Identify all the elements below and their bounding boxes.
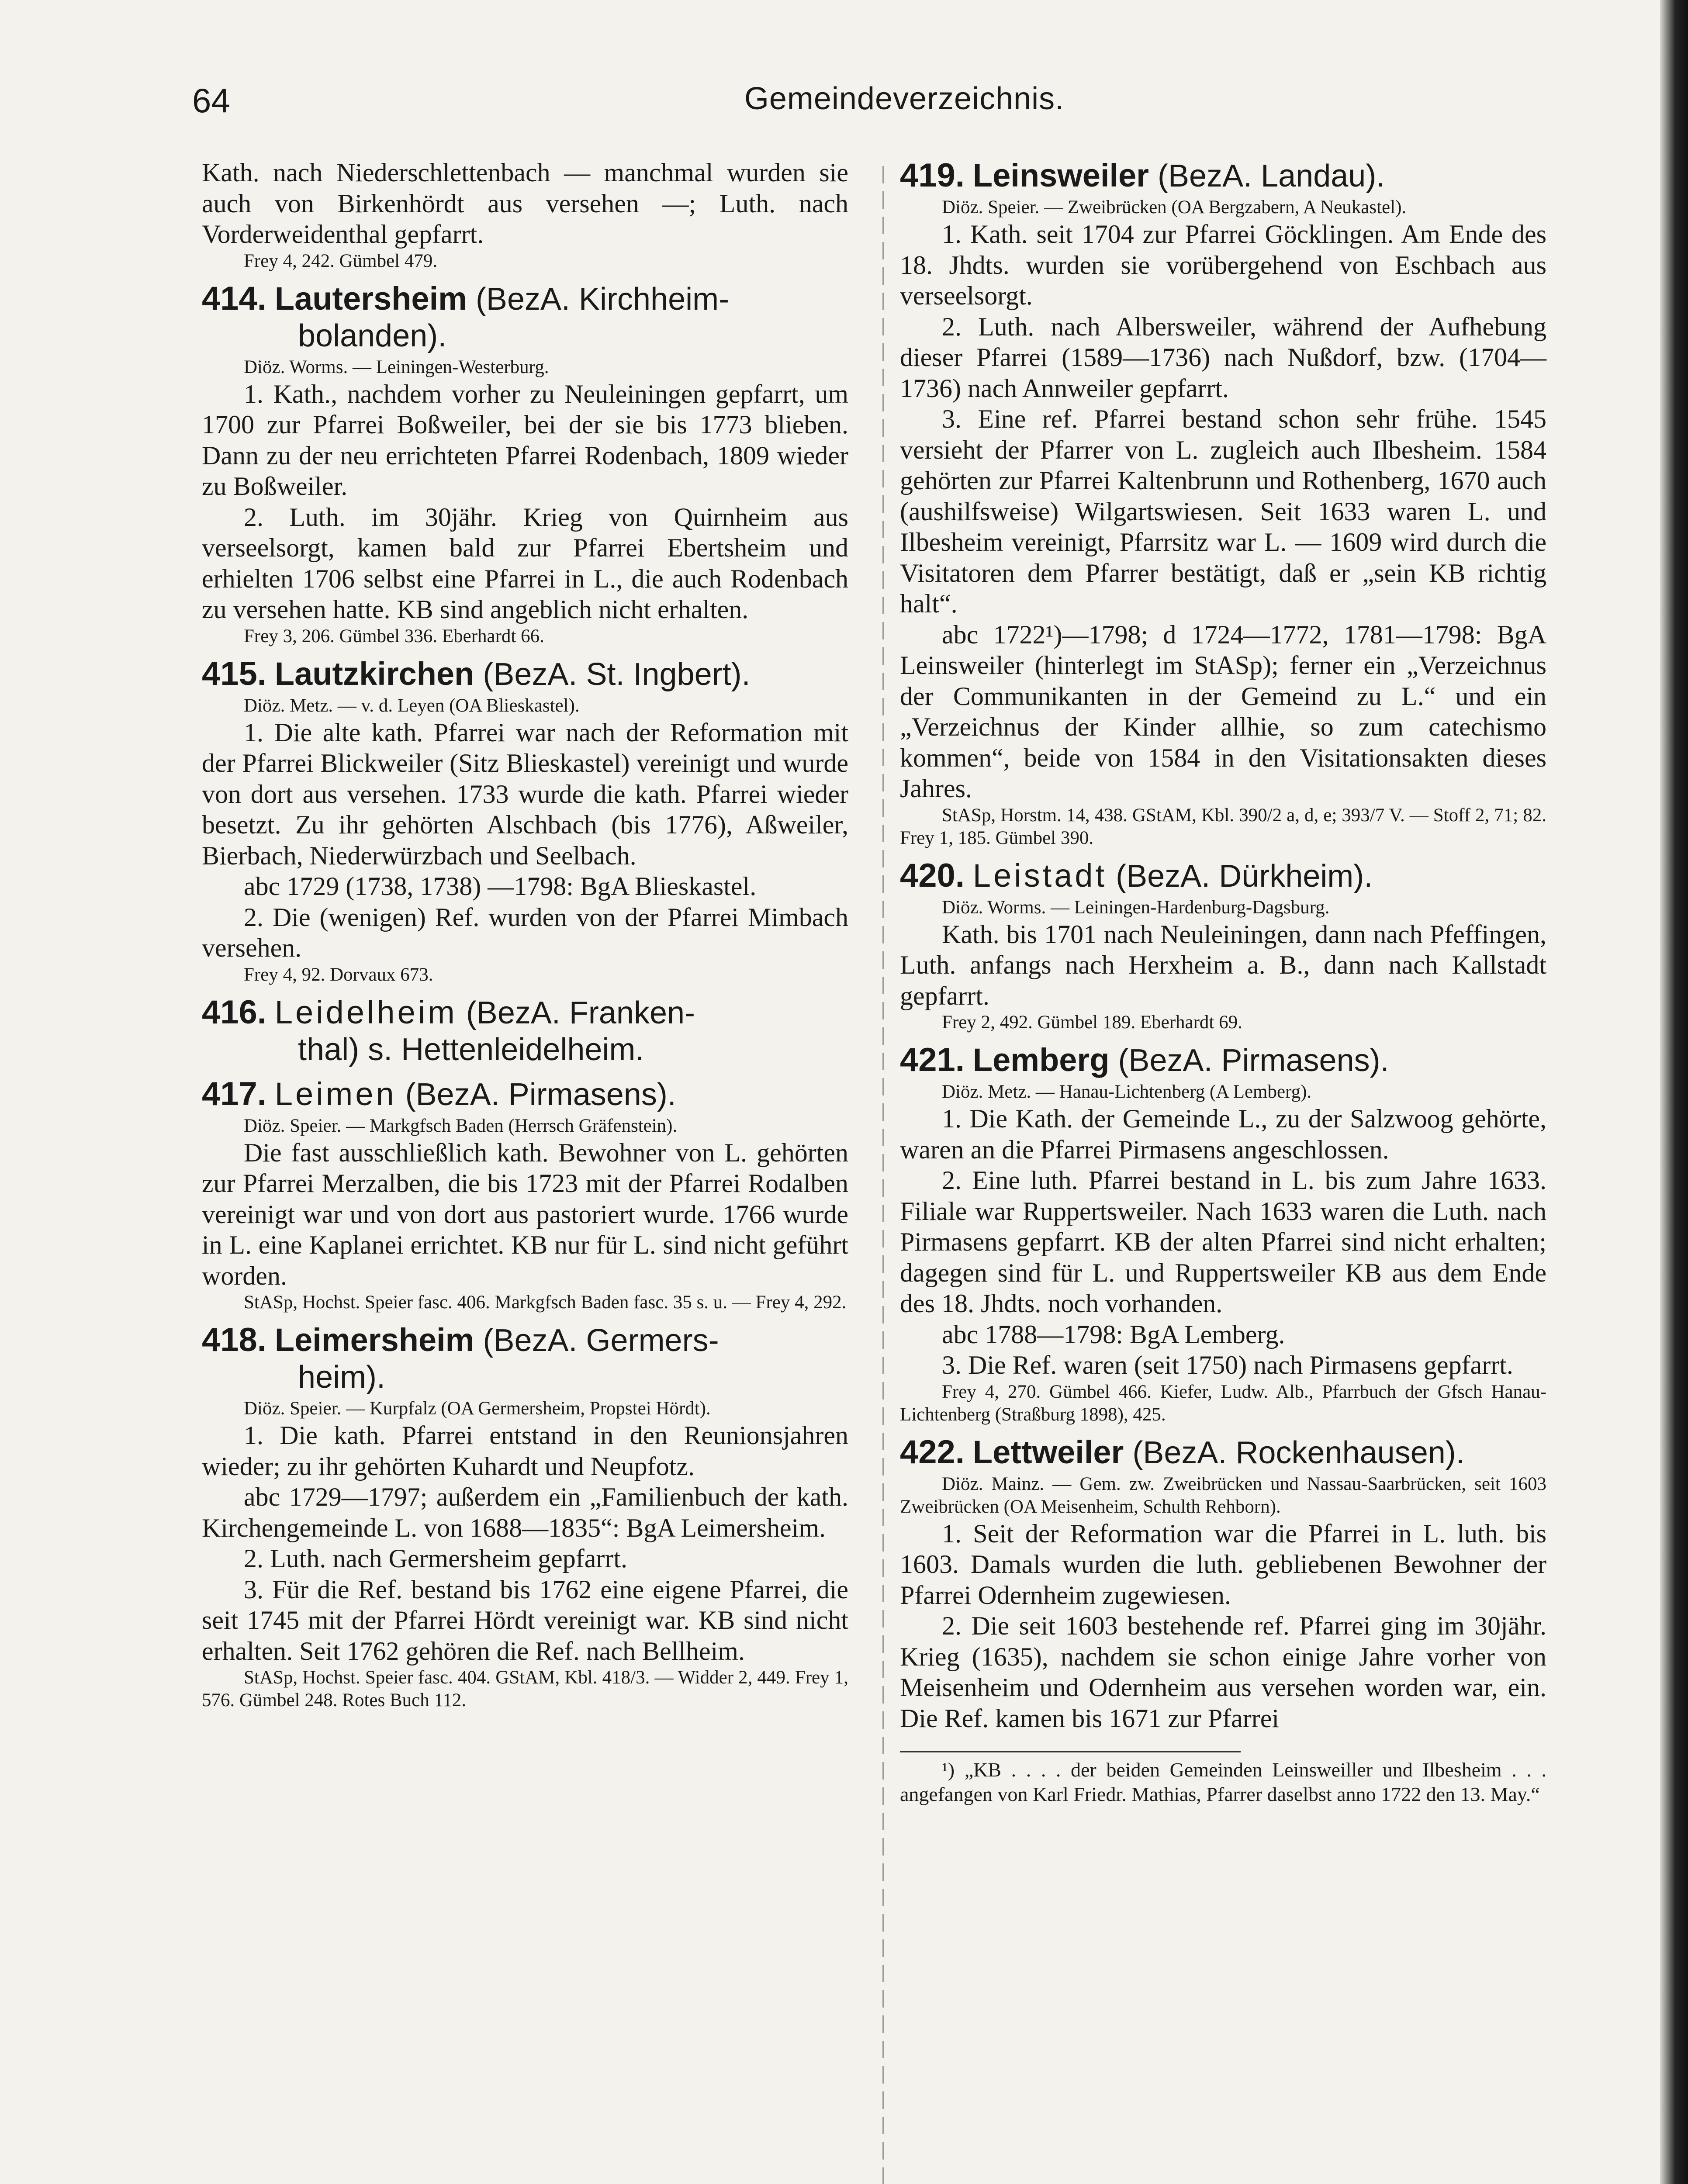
entry-district-cont: heim). xyxy=(298,1360,386,1395)
entry-references: Frey 4, 270. Gümbel 466. Kiefer, Ludw. Alb., Pfarrbuch der Gfsch Hanau-Lichtenberg (Straßburg 1898), 425. xyxy=(900,1381,1546,1425)
entry-number: 422. xyxy=(900,1433,965,1471)
entry-paragraph: abc 1729—1797; außerdem ein „Familienbuch der kath. Kirchengemeinde L. von 1688—1835“: BgA Leimersheim. xyxy=(202,1482,848,1542)
entry-paragraph: 3. Die Ref. waren (seit 1750) nach Pirmasens gepfarrt. xyxy=(942,1351,1513,1379)
entry-heading-414 xyxy=(202,280,848,354)
scan-edge-right xyxy=(1660,0,1688,2184)
entry-heading-419 xyxy=(900,157,1546,194)
entry-heading-416 xyxy=(202,994,848,1068)
entry-paragraph: abc 1788—1798: BgA Lemberg. xyxy=(942,1320,1285,1349)
entry-paragraph: abc 1729 (1738, 1738) —1798: BgA Blieskastel. xyxy=(244,872,757,901)
entry-references: StASp, Hochst. Speier fasc. 404. GStAM, Kbl. 418/3. — Widder 2, 449. Frey 1, 576. Gümbel 248. Rotes Buch 112. xyxy=(202,1667,848,1711)
entry-paragraph: 1. Kath. seit 1704 zur Pfarrei Göcklingen. Am Ende des 18. Jhdts. wurden sie vorübergehend von Eschbach aus verseelsorgt. xyxy=(900,220,1546,310)
entry-paragraph: 2. Luth. nach Germersheim gepfarrt. xyxy=(244,1544,627,1573)
diocese-line: Diöz. Metz. — v. d. Leyen (OA Blieskastel). xyxy=(244,695,580,716)
entry-number: 417. xyxy=(202,1075,266,1113)
entry-name: Leimersheim xyxy=(274,1322,474,1358)
entry-district: (BezA. Pirmasens). xyxy=(1109,1043,1389,1078)
entry-number: 416. xyxy=(202,993,266,1031)
entry-district: (BezA. Franken- xyxy=(457,995,695,1030)
page-header xyxy=(192,81,1616,129)
entry-number: 421. xyxy=(900,1041,965,1078)
entry-district: (BezA. Rockenhausen). xyxy=(1124,1435,1465,1470)
entry-paragraph: 2. Eine luth. Pfarrei bestand in L. bis zum Jahre 1633. Filiale war Ruppertsweiler. Nach 1633 waren die Luth. nach Pirmasens gepfarrt. KB der alten Pfarrei sind nicht erhalten; dagegen sind für L. und Ruppertsweiler KB aus dem Ende des 18. Jhdts. noch vorhanden. xyxy=(900,1166,1546,1318)
entry-paragraph: Die fast ausschließlich kath. Bewohner von L. gehörten zur Pfarrei Merzalben, die bis 1723 mit der Pfarrei Rodalben vereinigt war und von dort aus pastoriert wurde. 1766 wurde in L. eine Kaplanei errichtet. KB nur für L. sind nicht geführt worden. xyxy=(202,1138,848,1290)
entry-paragraph: 3. Für die Ref. bestand bis 1762 eine eigene Pfarrei, die seit 1745 mit der Pfarrei Hördt vereinigt war. KB sind nicht erhalten. Seit 1762 gehören die Ref. nach Bellheim. xyxy=(202,1575,848,1666)
entry-district-cont: thal) s. Hettenleidelheim. xyxy=(298,1032,644,1067)
entry-number: 420. xyxy=(900,857,965,894)
entry-heading-415 xyxy=(202,656,848,693)
entry-paragraph: 1. Die kath. Pfarrei entstand in den Reunionsjahren wieder; zu ihr gehörten Kuhardt und Neupfotz. xyxy=(202,1421,848,1481)
entry-name: Lettweiler xyxy=(972,1434,1124,1470)
entry-paragraph: 1. Kath., nachdem vorher zu Neuleiningen gepfarrt, um 1700 zur Pfarrei Boßweiler, bei der sie bis 1773 blieben. Dann zu der neu errichteten Pfarrei Rodenbach, 1809 wieder zu Boßweiler. xyxy=(202,379,848,501)
entry-name: Leidelheim xyxy=(274,994,457,1030)
entry-name: Leistadt xyxy=(972,857,1107,894)
entry-number: 414. xyxy=(202,280,266,317)
entry-paragraph: 1. Die alte kath. Pfarrei war nach der Reformation mit der Pfarrei Blickweiler (Sitz Blieskastel) vereinigt und wurde von dort aus versehen. 1733 wurde die kath. Pfarrei wieder besetzt. Zu ihr gehörten Alschbach (bis 1776), Aßweiler, Bierbach, Niederwürzbach und Seelbach. xyxy=(202,718,848,870)
diocese-line: Diöz. Mainz. — Gem. zw. Zweibrücken und Nassau-Saarbrücken, seit 1603 Zweibrücken (OA Meisenheim, Schulth Rehborn). xyxy=(900,1473,1546,1517)
entry-paragraph: Kath. bis 1701 nach Neuleiningen, dann nach Pfeffingen, Luth. anfangs nach Herxheim a. B., dann nach Kallstadt gepfarrt. xyxy=(900,919,1546,1010)
right-column xyxy=(900,157,1546,1807)
entry-heading-421 xyxy=(900,1042,1546,1079)
continued-text: Kath. nach Niederschlettenbach — manchmal wurden sie auch von Birkenhördt aus versehen —; Luth. nach Vorderweidenthal gepfarrt. xyxy=(202,158,848,249)
column-divider xyxy=(882,166,884,2184)
entry-district: (BezA. Kirchheim- xyxy=(467,281,730,317)
entry-name: Leinsweiler xyxy=(972,157,1149,194)
entry-district: (BezA. St. Ingbert). xyxy=(474,657,751,692)
entry-heading-420 xyxy=(900,857,1546,895)
diocese-line: Diöz. Speier. — Kurpfalz (OA Germersheim, Propstei Hördt). xyxy=(244,1398,711,1419)
entry-name: Lautersheim xyxy=(274,280,467,317)
entry-name: Lautzkirchen xyxy=(274,655,474,692)
entry-name: Leimen xyxy=(274,1075,397,1112)
diocese-line: Diöz. Metz. — Hanau-Lichtenberg (A Lemberg). xyxy=(942,1082,1312,1102)
entry-references: Frey 4, 92. Dorvaux 673. xyxy=(244,964,433,985)
entry-paragraph: 3. Eine ref. Pfarrei bestand schon sehr frühe. 1545 versieht der Pfarrer von L. zugleich auch Ilbesheim. 1584 gehörten zur Pfarrei Kaltenbrunn und Rothenberg, 1670 auch (aushilfsweise) Wilgartswiesen. Seit 1633 waren L. und Ilbesheim vereinigt, Pfarrsitz war L. — 1609 wird durch die Visitatoren dem Pfarrer bestätigt, daß er „sein KB richtig halt“. xyxy=(900,404,1546,618)
entry-paragraph: 1. Die Kath. der Gemeinde L., zu der Salzwoog gehörte, waren an die Pfarrei Pirmasens angeschlossen. xyxy=(900,1104,1546,1164)
entry-district: (BezA. Germers- xyxy=(474,1323,719,1358)
diocese-line: Diöz. Speier. — Zweibrücken (OA Bergzabern, A Neukastel). xyxy=(942,197,1407,218)
entry-paragraph: 2. Die (wenigen) Ref. wurden von der Pfarrei Mimbach versehen. xyxy=(202,902,848,962)
entry-references: StASp, Hochst. Speier fasc. 406. Markgfsch Baden fasc. 35 s. u. — Frey 4, 292. xyxy=(244,1292,847,1313)
left-column xyxy=(202,157,848,1712)
entry-paragraph: 1. Seit der Reformation war die Pfarrei in L. luth. bis 1603. Damals wurden die luth. gebliebenen Bewohner der Pfarrei Odernheim zugewiesen. xyxy=(900,1519,1546,1610)
diocese-line: Diöz. Worms. — Leiningen-Hardenburg-Dagsburg. xyxy=(942,897,1330,918)
entry-heading-418 xyxy=(202,1322,848,1396)
entry-references: StASp, Horstm. 14, 438. GStAM, Kbl. 390/2 a, d, e; 393/7 V. — Stoff 2, 71; 82. Frey 1, 185. Gümbel 390. xyxy=(900,805,1546,848)
entry-paragraph: 2. Luth. im 30jähr. Krieg von Quirnheim aus verseelsorgt, kamen bald zur Pfarrei Ebertsheim und erhielten 1706 selbst eine Pfarrei in L., die auch Rodenbach zu versehen hatte. KB sind angeblich nicht erhalten. xyxy=(202,502,848,624)
entry-district: (BezA. Pirmasens). xyxy=(396,1077,676,1112)
continued-references: Frey 4, 242. Gümbel 479. xyxy=(244,250,438,271)
entry-references: Frey 2, 492. Gümbel 189. Eberhardt 69. xyxy=(942,1012,1242,1033)
entry-references: Frey 3, 206. Gümbel 336. Eberhardt 66. xyxy=(244,625,544,646)
diocese-line: Diöz. Worms. — Leiningen-Westerburg. xyxy=(244,356,549,377)
entry-name: Lemberg xyxy=(972,1042,1110,1078)
entry-number: 418. xyxy=(202,1321,266,1358)
entry-paragraph: abc 1722¹)—1798; d 1724—1772, 1781—1798: BgA Leinsweiler (hinterlegt im StASp); ferner ein „Verzeichnus der Communikanten in der Gemeind zu L.“ und ein „Verzeichnus der Kinder allhie, so zum catechismo kommen“, beide von 1584 in den Visitationsakten dieses Jahres. xyxy=(900,620,1546,803)
entry-paragraph: 2. Die seit 1603 bestehende ref. Pfarrei ging im 30jähr. Krieg (1635), nachdem sie schon einige Jahre vorher von Meisenheim und Odernheim aus versehen worden war, ein. Die Ref. kamen bis 1671 zur Pfarrei xyxy=(900,1611,1546,1733)
entry-number: 419. xyxy=(900,157,965,194)
footnote-rule xyxy=(900,1751,1241,1752)
entry-heading-422 xyxy=(900,1434,1546,1471)
entry-paragraph: 2. Luth. nach Albersweiler, während der Aufhebung dieser Pfarrei (1589—1736) nach Nußdorf, bzw. (1704—1736) nach Annweiler gepfarrt. xyxy=(900,312,1546,403)
entry-number: 415. xyxy=(202,655,266,692)
page-number: 64 xyxy=(192,81,230,120)
footnote: ¹) „KB . . . . der beiden Gemeinden Leinsweiller und Ilbesheim . . . angefangen von Karl Friedr. Mathias, Pfarrer daselbst anno 1722 den 13. May.“ xyxy=(900,1759,1546,1805)
entry-heading-417 xyxy=(202,1076,848,1113)
entry-district-cont: bolanden). xyxy=(298,318,447,353)
entry-district: (BezA. Landau). xyxy=(1148,159,1385,194)
running-title: Gemeindeverzeichnis. xyxy=(744,81,1065,116)
entry-district: (BezA. Dürkheim). xyxy=(1107,858,1373,894)
diocese-line: Diöz. Speier. — Markgfsch Baden (Herrsch Gräfenstein). xyxy=(244,1115,678,1136)
